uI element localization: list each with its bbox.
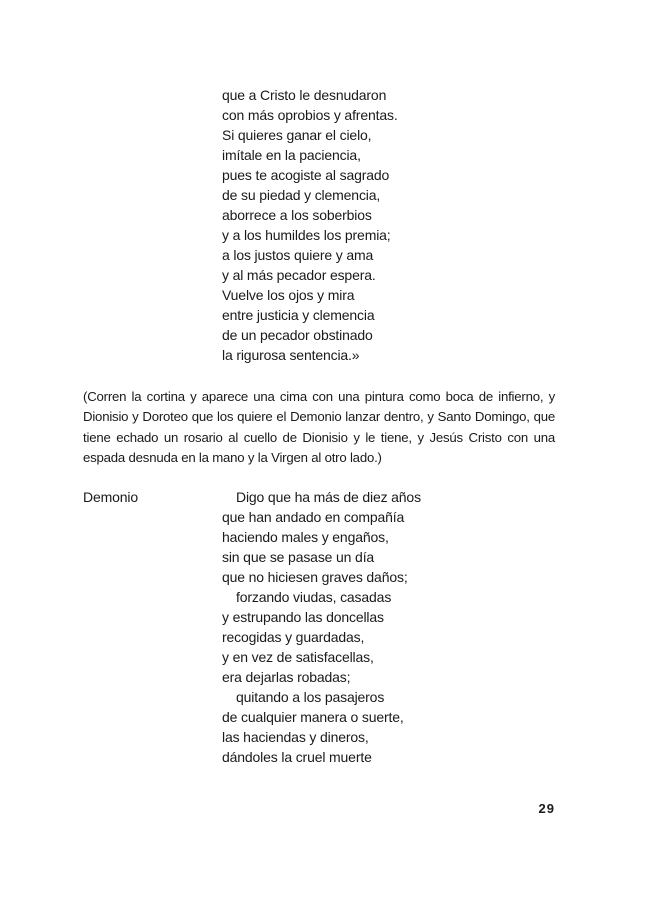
- verse-line: Si quieres ganar el cielo,: [222, 127, 372, 143]
- verse-line: que a Cristo le desnudaron: [222, 87, 387, 103]
- verse-line: sin que se pasase un día: [222, 549, 375, 565]
- verse-line: aborrece a los soberbios: [222, 207, 372, 223]
- verse-line: de un pecador obstinado: [222, 327, 373, 343]
- verse-line: Digo que ha más de diez años: [236, 489, 421, 505]
- verse-line: haciendo males y engaños,: [222, 529, 389, 545]
- stage-direction: (Corren la cortina y aparece una cima con una pintura como boca de infierno, y Dionisio y Doroteo que los quiere el Demonio lanzar dentro, y Santo Domingo, que tiene echado un rosario al cuello de Dionisio y le tiene, y Jesús Cristo con una espada desnuda en la mano y la Virgen al otro lado.): [83, 389, 555, 465]
- verse-line: imítale en la paciencia,: [222, 147, 361, 163]
- verse-line: con más oprobios y afrentas.: [222, 107, 398, 123]
- verse-line: pues te acogiste al sagrado: [222, 167, 390, 183]
- verse-line: y en vez de satisfacellas,: [222, 649, 374, 665]
- verse-line: dándoles la cruel muerte: [222, 749, 372, 765]
- verse-line: que han andado en compañía: [222, 509, 405, 525]
- verse-line: y al más pecador espera.: [222, 267, 376, 283]
- verse-line: recogidas y guardadas,: [222, 629, 365, 645]
- verse-line: forzando viudas, casadas: [236, 589, 392, 605]
- page-number: 29: [538, 801, 555, 816]
- verse-line: quitando a los pasajeros: [236, 689, 385, 705]
- speaker-name: Demonio: [83, 489, 138, 505]
- verse-block-top: [222, 85, 562, 365]
- verse-line: era dejarlas robadas;: [222, 669, 351, 685]
- verse-line: de su piedad y clemencia,: [222, 187, 381, 203]
- verse-line: y a los humildes los premia;: [222, 227, 391, 243]
- verse-line: la rigurosa sentencia.»: [222, 347, 360, 363]
- verse-line: que no hiciesen graves daños;: [222, 569, 408, 585]
- verse-line: a los justos quiere y ama: [222, 247, 374, 263]
- verse-line: entre justicia y clemencia: [222, 307, 375, 323]
- verse-line: y estrupando las doncellas: [222, 609, 384, 625]
- verse-line: Vuelve los ojos y mira: [222, 287, 355, 303]
- verse-line: de cualquier manera o suerte,: [222, 709, 404, 725]
- verse-line: las haciendas y dineros,: [222, 729, 369, 745]
- verse-block-demonio: [222, 487, 562, 767]
